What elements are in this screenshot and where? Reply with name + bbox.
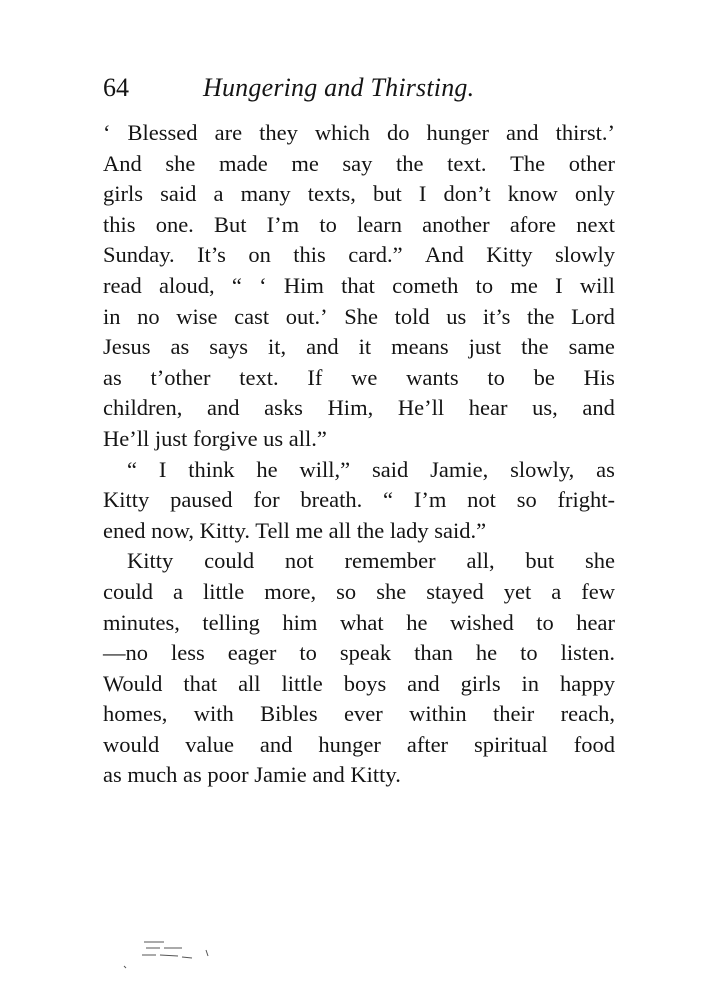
word: the: [527, 303, 555, 329]
word: a: [213, 181, 224, 207]
word: —no: [103, 640, 148, 666]
word: wise: [176, 303, 218, 329]
word: and: [407, 670, 440, 696]
word: for: [253, 487, 280, 513]
word: what: [339, 609, 384, 635]
word: stayed: [426, 578, 484, 604]
word: spiritual: [474, 731, 548, 757]
word: me: [291, 150, 319, 176]
word: Lord: [571, 303, 615, 329]
word: know: [507, 181, 558, 207]
page-number: 64: [103, 73, 129, 102]
word: I’m: [413, 487, 447, 513]
word: on: [248, 242, 271, 268]
word: that: [341, 272, 375, 298]
text-line: [103, 118, 615, 149]
text-line: [103, 240, 615, 271]
word: she: [376, 578, 407, 604]
word: “: [383, 487, 394, 513]
word: as: [170, 334, 190, 360]
word: said: [372, 456, 409, 482]
word: in: [521, 670, 540, 696]
word: Sunday.: [103, 242, 175, 268]
word: could: [204, 548, 255, 574]
word: He’ll: [397, 395, 445, 421]
word: than: [414, 640, 453, 666]
word: so: [336, 578, 357, 604]
word: food: [573, 731, 615, 757]
word: value: [185, 731, 234, 757]
word: don’t: [443, 181, 491, 207]
word: the: [521, 334, 549, 360]
word: ever: [344, 701, 383, 727]
text-line: He’ll just forgive us all.”: [103, 425, 327, 451]
word: the: [396, 150, 424, 176]
word: aloud,: [158, 272, 215, 298]
word: to: [475, 272, 494, 298]
word: It’s: [197, 242, 226, 268]
word: as: [103, 364, 122, 390]
word: within: [409, 701, 467, 727]
word: card.”: [348, 242, 403, 268]
word: are: [214, 120, 243, 145]
word: telling: [202, 609, 260, 635]
word: and: [582, 395, 615, 421]
text-line: [103, 485, 615, 516]
word: to: [487, 364, 505, 390]
word: just: [468, 334, 502, 360]
word: could: [103, 578, 153, 604]
word: boys: [343, 670, 387, 696]
word: Kitty: [486, 242, 533, 268]
word: paused: [170, 487, 233, 513]
word: a: [173, 578, 184, 604]
word: slowly: [554, 242, 615, 268]
word: homes,: [103, 701, 168, 727]
word: listen.: [560, 640, 615, 666]
word: The: [510, 150, 546, 176]
word: he: [256, 456, 278, 482]
word: more,: [264, 578, 317, 604]
text-line: [103, 302, 615, 333]
word: said: [160, 181, 197, 207]
word: us,: [532, 395, 558, 421]
text-line: ened now, Kitty. Tell me all the lady said.”: [103, 517, 487, 543]
word: other: [568, 150, 615, 176]
word: And: [425, 242, 464, 268]
word: If: [307, 364, 323, 390]
word: all: [238, 670, 261, 696]
word: little: [203, 578, 245, 604]
word: remember: [344, 548, 436, 574]
word: and: [306, 334, 339, 360]
word: I: [555, 272, 563, 298]
word: thirst.’: [555, 120, 615, 145]
word: few: [581, 578, 615, 604]
word: girls: [103, 181, 144, 207]
word: and: [207, 395, 240, 421]
word: she: [165, 150, 196, 176]
word: “: [231, 272, 242, 298]
word: Him: [283, 272, 324, 298]
word: learn: [357, 211, 402, 237]
word: next: [576, 211, 615, 237]
word: She: [344, 303, 378, 329]
body-text: [103, 118, 615, 791]
word: will,”: [299, 456, 351, 482]
word: means: [391, 334, 449, 360]
word: which: [314, 120, 370, 145]
word: asks: [264, 395, 303, 421]
word: this: [293, 242, 326, 268]
text-line: [103, 393, 615, 424]
word: children,: [103, 395, 183, 421]
word: all,: [466, 548, 495, 574]
word: and: [506, 120, 539, 145]
word: ‘: [103, 120, 111, 145]
word: not: [467, 487, 496, 513]
text-line: [103, 332, 615, 363]
word: me: [510, 272, 538, 298]
word: texts,: [307, 181, 356, 207]
word: not: [284, 548, 314, 574]
word: reach,: [560, 701, 615, 727]
word: little: [281, 670, 323, 696]
text-line: [103, 608, 615, 639]
word: Blessed: [127, 120, 198, 145]
word: His: [583, 364, 615, 390]
print-specks: [120, 938, 215, 973]
word: breath.: [300, 487, 363, 513]
word: cometh: [392, 272, 459, 298]
word: Jesus: [103, 334, 151, 360]
text-line: as much as poor Jamie and Kitty.: [103, 762, 401, 788]
word: read: [103, 272, 142, 298]
word: that: [183, 670, 218, 696]
word: to: [319, 211, 337, 237]
word: it’s: [482, 303, 511, 329]
page-header: [103, 70, 613, 106]
word: wants: [406, 364, 459, 390]
word: say: [342, 150, 373, 176]
word: a: [551, 578, 562, 604]
word: to: [299, 640, 317, 666]
word: but: [373, 181, 402, 207]
word: made: [218, 150, 268, 176]
word: as: [596, 456, 615, 482]
word: so: [516, 487, 537, 513]
text-line: [103, 363, 615, 394]
word: in: [103, 303, 121, 329]
word: be: [533, 364, 555, 390]
word: I: [158, 456, 167, 482]
text-line: [103, 669, 615, 700]
text-line: [103, 730, 615, 761]
word: Bibles: [260, 701, 318, 727]
text-line: [103, 546, 615, 577]
running-title: Hungering and Thirsting.: [203, 73, 475, 102]
word: but: [525, 548, 555, 574]
word: hunger: [426, 120, 489, 145]
text-line: [103, 455, 615, 486]
word: Him,: [327, 395, 374, 421]
word: it: [358, 334, 372, 360]
text-line: [103, 179, 615, 210]
word: him: [282, 609, 318, 635]
word: wished: [449, 609, 514, 635]
word: says: [209, 334, 249, 360]
word: eager: [227, 640, 277, 666]
text-line: [103, 699, 615, 730]
word: he: [475, 640, 498, 666]
word: fright-: [557, 487, 615, 513]
word: I: [418, 181, 427, 207]
word: another: [422, 211, 490, 237]
text-line: [103, 149, 615, 180]
word: after: [406, 731, 449, 757]
text-line: [103, 271, 615, 302]
word: “: [127, 456, 137, 482]
word: happy: [559, 670, 615, 696]
word: no: [137, 303, 160, 329]
word: their: [493, 701, 535, 727]
word: text.: [447, 150, 487, 176]
word: Jamie,: [430, 456, 489, 482]
word: text.: [239, 364, 279, 390]
word: Would: [103, 670, 163, 696]
word: hear: [576, 609, 615, 635]
word: would: [103, 731, 160, 757]
word: speak: [339, 640, 392, 666]
word: Kitty: [127, 548, 174, 574]
word: hear: [468, 395, 508, 421]
word: slowly,: [510, 456, 575, 482]
word: they: [259, 120, 298, 145]
word: told: [394, 303, 430, 329]
word: out.’: [285, 303, 328, 329]
word: we: [351, 364, 378, 390]
word: same: [568, 334, 615, 360]
word: do: [386, 120, 410, 145]
word: it,: [268, 334, 287, 360]
word: and: [259, 731, 293, 757]
text-line: [103, 638, 615, 669]
word: will: [579, 272, 615, 298]
word: one.: [155, 211, 194, 237]
word: think: [188, 456, 235, 482]
word: Kitty: [103, 487, 150, 513]
word: yet: [503, 578, 532, 604]
word: hunger: [318, 731, 381, 757]
word: to: [536, 609, 554, 635]
word: afore: [509, 211, 557, 237]
word: she: [585, 548, 615, 574]
text-line: [103, 210, 615, 241]
word: less: [170, 640, 205, 666]
word: this: [103, 211, 136, 237]
word: ‘: [259, 272, 267, 298]
word: he: [406, 609, 428, 635]
word: But: [213, 211, 247, 237]
word: minutes,: [103, 609, 180, 635]
word: to: [520, 640, 538, 666]
word: And: [103, 150, 142, 176]
word: with: [193, 701, 234, 727]
word: t’other: [150, 364, 211, 390]
word: only: [574, 181, 615, 207]
word: girls: [460, 670, 501, 696]
word: us: [446, 303, 467, 329]
text-line: [103, 577, 615, 608]
word: I’m: [266, 211, 300, 237]
word: cast: [234, 303, 270, 329]
word: many: [240, 181, 291, 207]
